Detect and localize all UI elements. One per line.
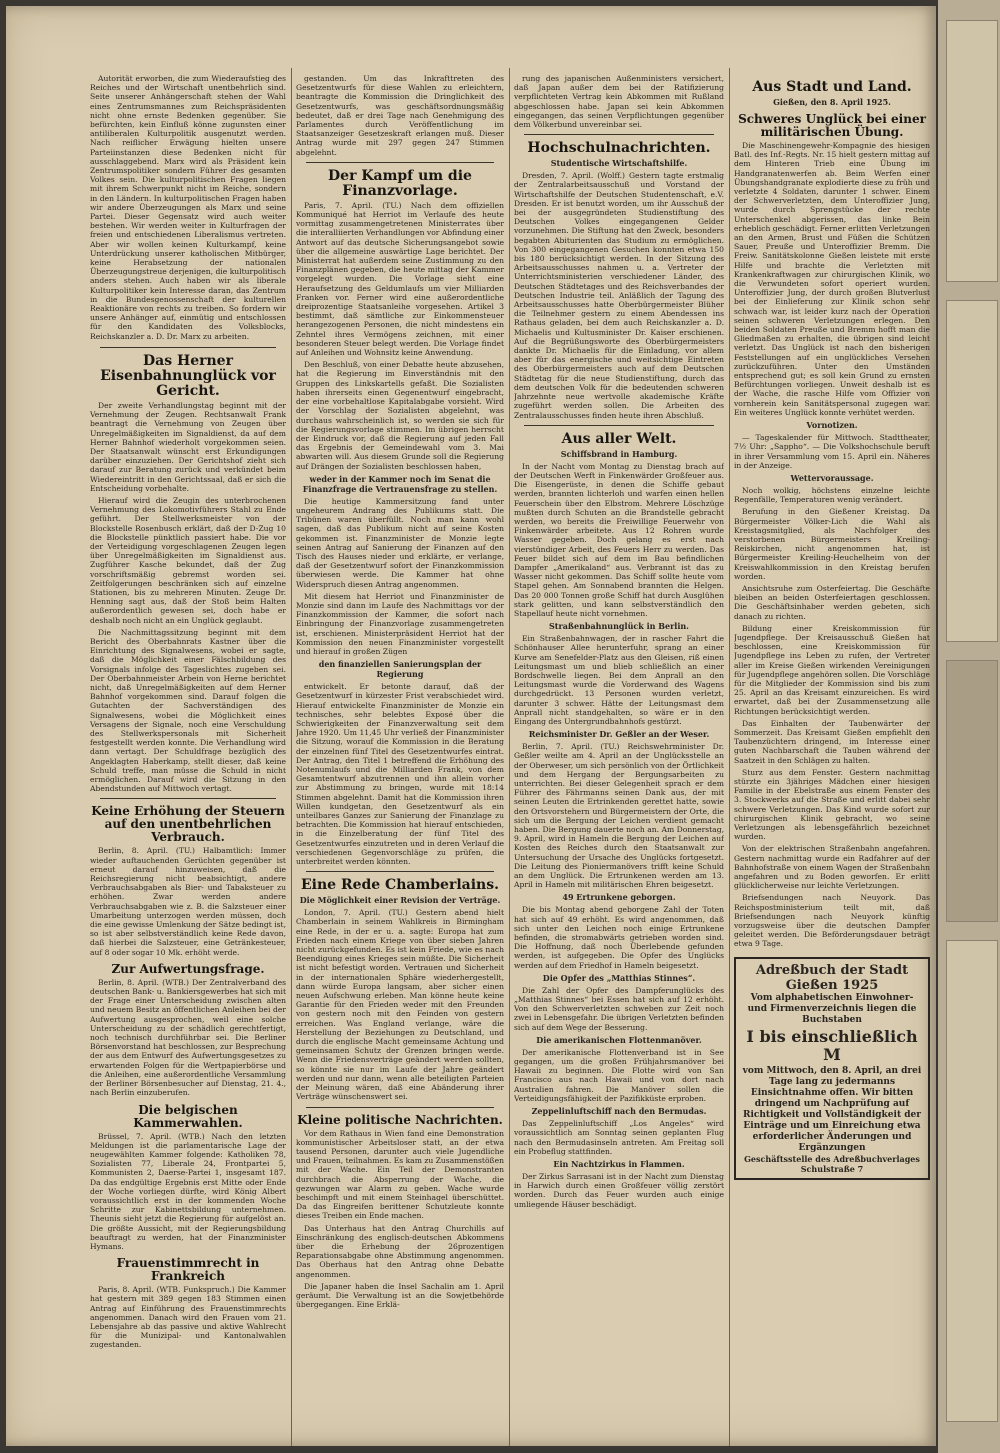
headline-frauenstimmrecht: Frauenstimmrecht in Frankreich <box>116 1256 260 1284</box>
edge-fragment <box>946 660 998 922</box>
subheadline: Die amerikanischen Flottenmanöver. <box>536 1034 702 1045</box>
subheadline: Zeppelinluftschiff nach den Bermudas. <box>531 1106 707 1117</box>
advertisement-adressbuch <box>734 957 930 1180</box>
article-text: Die Japaner haben die Insel Sachalin am 1. April geräumt. Die Verwaltung ist an die Sowjetbehörde übergegangen. Eine Erklä- <box>296 1281 504 1310</box>
article-text: Die Maschinengewehr-Kompagnie des hiesigen Batl. des Inf.-Regts. Nr. 15 hielt gestern mittag auf dem Hinteren Trieb eine Übung im Handgranatenwerfen ab. Beim Werfen einer Übungshandgranate explodierte diese zu früh und verletzte 4 Soldaten, darunter 1 schwer. Einem der Schwerverletzten, dem Unteroffizier Jung, wurde durch Sprengstücke der rechte Unterschenkel abgerissen, das linke Bein erheblich geschädigt. Ferner erlitten Verletzungen an den Armen, Brust und Füßen die Schützen Sauer, Preuße und Unteroffizier Bremm. Die Freiw. Sanitätskolonne Gießen leistete mit erste Hilfe und brachte die Verletzten mit Krankenkraftwagen zur chirurgischen Klinik, wo die Verwundeten sofort operiert wurden. Unteroffizier Jung, der durch großen Blutverlust bei der Einlieferung zur Klinik schon sehr schwach war, ist leider kurz nach der Operation seinen schweren Verletzungen erlegen. Den beiden Soldaten Preuße und Bremm hofft man die Gliedmaßen zu erhalten, die übrigen sind leicht verletzt. Das Unglück ist nach den bisherigen Feststellungen auf ein unglückliches Versehen zurückzuführen. Unter den Umständen entsprechend gut; es soll kein Grund zu ernsten Befürchtungen vorliegen. Unweit deshalb ist es der Wache, die rasche Hilfe vom Offizier von vornherein kein Sanitätspersonal zugegen war. Ein weiteres Unglück konnte verhütet werden. <box>734 141 930 417</box>
headline-herne: Das Herner Eisenbahnunglück vor Gericht. <box>100 352 276 399</box>
divider <box>306 1107 494 1108</box>
headline-aufwertung: Zur Aufwertungsfrage. <box>111 961 265 976</box>
subheadline: Die Möglichkeit einer Revision der Verträge. <box>299 895 501 906</box>
article-text: Dresden, 7. April. (Wolff.) Gestern tagte erstmalig der Zentralarbeitsausschuß und Vorstand der Wirtschaftshilfe der Deutschen Studentenschaft, e.V. Dresden. Er ist benutzt worden, um ihr Ausschuß der bei der ausgegründeten Studienstiftung des Deutschen Volkes eingegangenen Gelder vorzunehmen. Die Stiftung hat den Zweck, besonders begabten Abiturienten das Studium zu ermöglichen. Von 300 eingegangenen Gesuchen konnten etwa 150 bis 180 berücksichtigt werden. In der Sitzung des Arbeitsausschusses nahmen u. a. Vertreter der Unterrichtsministerien verschiedener Länder, des Deutschen Städtetages und des Reichsverbandes der Deutschen Industrie teil. Anläßlich der Tagung des Arbeitsausschusses hatte Oberbürgermeister Blüher die Teilnehmer gestern zu einem Abendessen ins Rathaus geladen, bei dem auch Reichskanzler a. D. Michaelis und Kultusminister Dr. Kaiser erschienen. Auf die Begrüßungsworte des Oberbürgermeisters dankte Dr. Michaelis für die Einladung, vor allem aber für das energische und weitsichtige Eintreten des Oberbürgermeisters auch auf dem Deutschen Städtetag für die neue Studienstiftung, durch das dem deutschen Volk für die bedeutenden schweren Jahrzehnte neue wertvolle akademische Kräfte zugeführt werden sollen. Die Arbeiten des Zentralausschusses finden heute ihren Abschluß. <box>514 171 724 420</box>
headline-aus-aller-welt: Aus aller Welt. <box>561 430 677 447</box>
column-rule <box>509 68 510 1446</box>
article-text: Der zweite Verhandlungstag beginnt mit der Vernehmung der Zeugen. Rechtsanwalt Frank beantragt die Vernehmung von Zeugen über Unregelmäßigkeiten im Signaldienst, da auf dem Herner Bahnhof wiederholt vorgekommen seien. Der Staatsanwalt wünscht erst Erkundigungen darüber einzuziehen. Der Gerichtshof zieht sich darauf zur Beratung zurück und verkündet beim Wiedereintritt in den Gerichtssaal, daß er sich die Entscheidung vorbehalte. <box>90 400 286 493</box>
subheadline: weder in der Kammer noch im Senat die Finanzfrage die Vertrauensfrage zu stellen. <box>302 473 498 494</box>
article-text: Das Zeppelinluftschiff „Los Angeles“ wird voraussichtlich am Sonntag seinen geplanten Flug nach den Bermudasinseln antreten. Am Freitag soll ein Probeflug stattfinden. <box>514 1119 724 1156</box>
article-text: Berlin, 8. April. (WTB.) Der Zentralverband des deutschen Bank- u. Bankiersgewerbes hat sich mit der Frage einer Unterscheidung zwischen alten und neuem Besitz an öffentlichen Anleihen bei der Aufwertung ausgesprochen, weil eine solche Unterscheidung zu der schädlich gerechtfertigt, noch technisch durchführbar sei. Die Berliner Börsenvorstand hat beschlossen, zur Besprechung der aus dem Entwurf des Aufwertungsgesetzes zu erwartenden Folgen für die Wertpapierbörse und die Anleihen, eine außerordentliche Versammlung der Berliner Börsenbesucher auf Dienstag, 21. 4., nach Berlin einzuberufen. <box>90 977 286 1098</box>
subheadline: den finanziellen Sanierungsplan der Regierung <box>318 659 482 680</box>
divider <box>524 134 714 135</box>
column-2 <box>296 74 504 1446</box>
edge-fragment <box>946 20 998 282</box>
article-text: In der Nacht vom Montag zu Dienstag brach auf der Deutschen Werft in Finkenwärder Großfeuer aus. Die Eisengerüste, in denen die Schiffe gebaut werden, brannten lichterloh und warfen einen hellen Feuerschein über den Elbstrom. Mehrere Löschzüge mußten durch Schuten an die Brandstelle gebracht werden, wo bereits die Freiwillige Feuerwehr von Finkenwärder arbeitete. Aus 12 Rohren wurde Wasser gegeben. Doch gelang es erst nach vierstündiger Arbeit, des Feuers Herr zu werden. Das Feuer bildet sich auf dem im Bau befindlichen Dampfer „Amerikaland“ aus. Verbrannt ist das zu Wasser nicht gekommen. Das Schiff sollte heute vom Stapel gehen. Am Sonnabend brannten die Helgen. Das 20 000 Tonnen große Schiff hat durch Ausglühen stark gelitten, und kann selbstverständlich den Stapellauf heute nicht vornehmen. <box>514 461 724 618</box>
article-text: Die heutige Kammersitzung fand unter ungeheurem Andrang des Publikums statt. Die Tribünen waren überfüllt. Noch man kann wohl sagen, daß das Publikum nicht auf seine Kosten gekommen ist. Finanzminister de Monzie legte seinen Antrag auf Sanierung der Finanzen auf den Tisch des Hauses nieder und erklärte, er verlange, daß der Gesetzentwurf sofort der Finanzkommission überwiesen werde. Die Kammer hat ohne Widerspruch diesen Antrag angenommen. <box>296 496 504 589</box>
subheadline: Die Opfer des „Matthias Stinnes“. <box>542 972 696 983</box>
adjacent-page-edge <box>938 0 1000 1453</box>
headline-belgien: Die belgischen Kammerwahlen. <box>133 1102 243 1130</box>
divider <box>524 425 714 426</box>
subheadline: Schiffsbrand in Hamburg. <box>560 448 678 459</box>
subheadline: Reichsminister Dr. Geßler an der Weser. <box>528 729 710 740</box>
subheadline: 49 Ertrunkene geborgen. <box>562 892 676 903</box>
edge-fragment <box>946 300 998 642</box>
article-text: Die bis Montag abend geborgene Zahl der Toten hat sich auf 49 erhöht. Es wird angenommen, daß sich unter den Leichen noch einige Ertrunkene befinden, die stromabwärts getrieben worden sind. Die Hoffnung, daß noch Überlebende gefunden werden, ist aufgegeben. Die Opfer des Unglücks werden auf dem Friedhof in Hameln beigesetzt. <box>514 905 724 970</box>
article-text: Berufung in den Gießener Kreistag. Da Bürgermeister Völker-Lich die Wahl als Kreistagsmitglied, als Nachfolger des verstorbenen Bürgermeisters Kreiling-Reiskirchen, nicht angenommen hat, ist Bürgermeister Kreiling-Heuchelheim von der Kreiswahlkommission in den Kreistag berufen worden. <box>734 507 930 581</box>
article-text: Bildung einer Kreiskommission für Jugendpflege. Der Kreisausschuß Gießen hat beschlossen, eine Kreiskommission für Jugendpflege ins Leben zu rufen, der Vertreter aller im Kreise Gießen wirkenden Vereinigungen für Jugendpflege angehören sollen. Die Vorschläge für die Mitglieder der Kommission sind bis zum 25. April an das Kreisamt einzureichen. Es wird erwartet, daß bei der Zusammensetzung alle Richtungen berücksichtigt werden. <box>734 623 930 716</box>
article-text: rung des japanischen Außenministers versichert, daß Japan außer dem bei der Ratifizierung verpflichteten Vertrag kein Abkommen mit Rußland abgeschlossen habe. Japan sei kein Abkommen eingegangen, das seinen Verpflichtungen gegenüber dem Völkerbund unvereinbar sei. <box>514 74 724 130</box>
headline-finanzvorlage: Der Kampf um die Finanzvorlage. <box>328 167 472 199</box>
ad-highlight: I bis einschließlich M <box>746 1026 918 1064</box>
headline-unglueck: Schweres Unglück bei einer militärischen Übung. <box>738 112 926 139</box>
article-text: entwickelt. Er betonte darauf, daß der Gesetzentwurf in kürzester Frist verabschiedet wird. Hierauf entwickelte Finanzminister de Monzie ein technisches, sehr belebtes Exposé über die Schwierigkeiten der Finanzverwaltung seit dem Jahre 1920. Um 11,45 Uhr verließ der Finanzminister die Sitzung, worauf die Kommission in die Beratung der einzelnen fünf Titel des Gesetzentwurfes eintrat. Der Antrag, den Titel 1 betreffend die Erhöhung des Notenumlaufs und die Milliarden Frank, von dem Gesamtentwurf abzutrennen und ihn allein vorher zur Abstimmung zu bringen, wurde mit 18:14 Stimmen abgelehnt. Damit hat die Kommission ihren Willen kundgetan, den Gesetzentwurf als ein unteilbares Ganzes zur Sanierung der Finanzlage zu betrachten. Die Kommission hat hierauf entschieden, in die Einzelberatung der fünf Titel des Gesetzentwurfes einzutreten und in deren Verlauf die verschiedenen Gegenvorschläge zu prüfen, die unterbreitet werden könnten. <box>296 682 504 867</box>
article-text: Die Zahl der Opfer des Dampferunglücks des „Matthias Stinnes“ bei Essen hat sich auf 12 erhöht. Von den Schwerverletzten schweben zur Zeit noch zwei in Lebensgefahr. Die übrigen Verletzten befinden sich auf dem Wege der Besserung. <box>514 985 724 1032</box>
headline-steuern: Keine Erhöhung der Steuern auf den unentbehrlichen Verbrauch. <box>91 804 285 845</box>
column-4 <box>734 74 930 1446</box>
article-text: Paris, 7. April. (TU.) Nach dem offiziellen Kommuniqué hat Herriot im Verlaufe des heute vormittag zusammengetretenen Ministerrates über die interalliierten Verhandlungen vor Abfindung einer Antwort auf das deutsche Sicherungsangebot sowie über die allgemeine auswärtige Lage berichtet. Der Ministerrat hat außerdem seine Zustimmung zu den Finanzplänen gegeben, die heute mittag der Kammer vorgelegt wurden. Die Vorlage sieht eine Heraufsetzung des Geldumlaufs um vier Milliarden Franken vor. Ferner wird eine außerordentliche dreiprozentige Staatsanleihe vorgesehen. Artikel 3 bestimmt, daß sämtliche zur Einkommensteuer herangezogenen Personen, die nicht mindestens ein Zehntel ihres Vermögens zeichnen, mit einer besonderen Steuer belegt werden. Die Vorlage findet auf Anleihen und Wohnsitz keine Anwendung. <box>296 200 504 358</box>
article-text: Briefsendungen nach Neuyork. Das Reichspostministerium teilt mit, daß Briefsendungen nach Neuyork künftig vorzugsweise über die deutschen Dampfer geleitet werden. Die Beförderungsdauer beträgt etwa 9 Tage. <box>734 893 930 949</box>
subheadline: Ein Nachtzirkus in Flammen. <box>553 1158 685 1169</box>
article-text: London, 7. April. (TU.) Gestern abend hielt Chamberlain in seinem Wahlkreis in Birmingham eine Rede, in der er u. a. sagte: Europa hat zum Frieden nach einem Kriege von über sieben Jahren nicht zurückgefunden. Es ist kein Friede, wie es nach Beendigung eines Krieges sein müßte. Die Sicherheit ist nicht befestigt worden. Vertrauen und Sicherheit in der internationalen Sphäre wiederhergestellt, dann würde Europa langsam, aber sicher einen neuen Aufschwung erleben. Man könne heute keine Garantie für den Frieden weder mit den Freunden von gestern noch mit den Feinden von gestern erreichen. Was England verlange, wäre die Herstellung der Beziehungen zu Deutschland, und durch die englische Macht gemeinsame Achtung und gemeinsamen Schutz der Grenzen bringen werde. Wenn die Friedensverträge geändert werden sollten, so könnte sie nur im Laufe der Jahre geändert werden und nur dann, wenn alle beteiligten Parteien der Meinung wären, daß eine Abänderung ihrer Verträge wünschenswert sei. <box>296 908 504 1102</box>
ad-text: Vom alphabetischen Einwohner- und Firmenverzeichnis liegen die Buchstaben <box>747 992 917 1025</box>
ad-footer: Geschäftsstelle des Adreßbuchverlages Schulstraße 7 <box>744 1153 920 1174</box>
article-text: Paris, 8. April. (WTB. Funkspruch.) Die Kammer hat gestern mit 389 gegen 183 Stimmen einen Antrag auf Einführung des Frauenstimmrechts angenommen. Danach wird den Frauen vom 21. Lebensjahre ab das passive und aktive Wahlrecht für die Munizipal- und Kantonalwahlen zugestanden. <box>90 1285 286 1350</box>
dateline: Gießen, den 8. April 1925. <box>773 97 891 107</box>
column-3 <box>514 74 724 1446</box>
subheadline: Wettervoraussage. <box>790 472 874 483</box>
headline-kleine-nachrichten: Kleine politische Nachrichten. <box>297 1112 503 1127</box>
article-text: Das Unterhaus hat den Antrag Churchills auf Einschränkung des englisch-deutschen Abkommens über die Erhebung der 26prozentigen Reparationsabgabe ohne Abstimmung angenommen. Das Oberhaus hat den Antrag ohne Debatte angenommen. <box>296 1223 504 1279</box>
divider <box>100 798 276 799</box>
divider <box>100 347 276 348</box>
divider <box>306 162 494 163</box>
edge-fragment <box>946 940 998 1422</box>
article-text: Den Beschluß, von einer Debatte heute abzusehen, hat die Regierung im Einverständnis mit den Gruppen des Linkskartells gefaßt. Die Sozialisten haben ihrerseits einen Gegenentwurf eingebracht, der eine vorbehaltlose Kapitalabgabe vorsieht. Wird der Vorschlag der Sozialisten abgelehnt, was durchaus wahrscheinlich ist, so werden sie sich für die Regierungsvorlage stimmen. Im übrigen herrscht der Eindruck vor, daß die Regierung auf jeden Fall das Ergebnis der Gemeindewahl vom 3. Mai abwarten will. Aus diesem Grunde soll die Regierung auf Drängen der Sozialisten beschlossen haben, <box>296 360 504 471</box>
article-text: Brüssel, 7. April. (WTB.) Nach den letzten Meldungen ist die parlamentarische Lage der neugewählten Kammer folgende: Katholiken 78, Sozialisten 77, Liberale 24, Frontpartei 5, Kommunisten 2, Daerse-Partei 1, insgesamt 187. Da das endgültige Ergebnis erst Mitte oder Ende der Woche vorliegen dürfte, wird König Albert voraussichtlich erst in der kommenden Woche Schritte zur Kabinettsbildung unternehmen. Theunis sieht jetzt die Regierung für aufgelöst an. Die größte Aussicht, mit der Regierungsbildung beauftragt zu werden, hat der Finanzminister Hymans. <box>90 1131 286 1251</box>
article-text: — Tageskalender für Mittwoch. Stadttheater, 7½ Uhr: „Sappho“. — Die Volkshochschule beruft in ihrer Versammlung vom 15. April ein. Näheres in der Anzeige. <box>734 433 930 470</box>
article-text: Ein Straßenbahnwagen, der in rascher Fahrt die Schönhauser Allee herunterfuhr, sprang an einer Kurve am Senefelder-Platz aus den Gleisen, riß einen Leitungsmast um und blieb schließlich an einer Bordschwelle liegen. Bei dem Anprall an den Leitungsmast wurde die Vorderwand des Wagens durchgedrückt. 13 Personen wurden verletzt, darunter 3 schwer. Hätte der Leitungsmast dem Anprall nicht standgehalten, so wäre er in den Eingang des Untergrundbahnhofs gestürzt. <box>514 634 724 726</box>
column-rule <box>291 68 292 1446</box>
subheadline: Studentische Wirtschaftshilfe. <box>550 158 688 169</box>
article-text: Ansichtsruhe zum Osterfeiertag. Die Geschäfte bleiben an beiden Osterfeiertagen geschlossen. Die Geschäftsinhaber werden gebeten, sich danach zu richten. <box>734 583 930 621</box>
article-text: Der Zirkus Sarrasani ist in der Nacht zum Dienstag in Harwich durch einen Großfeuer völlig zerstört worden. Durch das Feuer wurden auch einige umliegende Häuser beschädigt. <box>514 1171 724 1209</box>
headline-chamberlain: Eine Rede Chamberlains. <box>301 877 499 894</box>
ad-title: Adreßbuch der Stadt Gießen 1925 <box>755 962 909 993</box>
article-text: Berlin, 8. April. (TU.) Halbamtlich: Immer wieder auftauchenden Gerüchten gegenüber ist erneut darauf hinzuweisen, daß die Reichsregierung nicht beabsichtigt, andere Verbrauchsabgaben als Bier- und Tabaksteuer zu erhöhen. Zwar werden andere Verbrauchsabgaben wie z. B. die Salzsteuer einer Umarbeitung unterzogen werden müssen, doch die eine gewisse Umlenkung der Sätze bedingt ist, so ist aber selbstverständlich keine Rede davon, daß hierbei die Salzsteuer, eine Getränkesteuer, auf 8 oder sogar 10 Mk. erhöht werde. <box>90 846 286 957</box>
article-text: Sturz aus dem Fenster. Gestern nachmittag stürzte ein 3jähriges Mädchen einer hiesigen Familie in der Ebelstraße aus einem Fenster des 3. Stockwerks auf die Straße und erlitt dabei sehr schwere Verletzungen. Das Kind wurde sofort zur chirurgischen Klinik gebracht, wo seine Verletzungen als lebensgefährlich bezeichnet wurden. <box>734 767 930 842</box>
subheadline: Straßenbahnunglück in Berlin. <box>549 621 689 632</box>
article-text: Die Nachmittagssitzung beginnt mit dem Bericht des Oberbahnrats Kastner über die Einrichtung des Signalwesens, wobei er sagte, daß die Möglichkeit einer Fälschbildung des Vorsignals infolge des Tageslichtes zugeben sei. Der Oberbahnmeister Arbein von Herne berichtet nicht, daß Unregelmäßigkeiten auf dem Herner Bahnhof vorgekommen sind. Darauf folgen die Gutachten der Sachverständigen des Signalwesens, wobei die Möglichkeit eines Versagens der Signale, noch eine Verschuldung des Stellwerkspersonals mit Sicherheit festgestellt werden konnte. Die Verhandlung wird dann vertagt. Der Schuldfrage bezüglich des Angeklagten Haberkamp, stellt dieser, daß keine Schuld treffe, man müsse die Schuld in nicht ermöglichen. Darauf wird die Sitzung in den Abendstunden auf Mittwoch vertagt. <box>90 627 286 794</box>
headline-hochschule: Hochschulnachrichten. <box>527 140 711 157</box>
ad-text: vom Mittwoch, den 8. April, an drei Tage lang zu jedermanns Einsichtnahme offen. Wir bitten dringend um Nachprüfung auf Richtigkeit und Vollständigkeit der Einträge und um Einreichung etwa erforderlicher Änderungen und Ergänzungen <box>742 1065 922 1153</box>
article-text: Vor dem Rathaus in Wien fand eine Demonstration kommunistischer Arbeitsloser statt, an der etwa tausend Personen, darunter auch viele Jugendliche und Frauen, teilnahmen. Es kam zu Zusammenstößen mit der Wache. Ein Teil der Demonstranten durchbrach die Absperrung der Wache, die gezwungen war Alarm zu geben. Wache wurde beschimpft und mit einem Steinhagel überschüttet. Da das Eingreifen berittener Schutzleute konnte dieses Treiben ein Ende machen. <box>296 1128 504 1221</box>
article-continuation <box>90 74 286 341</box>
headline-stadt-und-land: Aus Stadt und Land. <box>752 79 912 95</box>
newspaper-page <box>6 6 936 1446</box>
subheadline: Vornotizen. <box>806 420 858 431</box>
article-text: Autorität erworben, die zum Wiederaufstieg des Reiches und der Wirtschaft unentbehrlich sind. Seite unserer Anhängerschaft stehen der Wahl eines Zentrumsmannes zum Reichspräsidenten nicht ohne ernste Bedenken gegenüber. Sie befürchten, kein Einfluß könne zugunsten einer antiliberalen Kulturpolitik ausgenutzt werden. Nach reiflicher Erwägung hielten unsere Parteiinstanzen diese Bedenken nicht für ausschlaggebend. Marx wird als Präsident kein Zentrumspolitiker sondern Führer des gesamten Volkes sein. Die kulturpolitischen Fragen liegen mit ihrem Schwerpunkt nicht im Reiche, sondern in den Ländern. In kulturpolitischen Fragen haben wir andere Überzeugungen als Marx und seine Partei. Dieser Gegensatz wird auch weiter bestehen. Wir werden weiter in Kulturfragen der freien und entschiedenen Liberalismus vertreten. Aber wir wollen keinen Kulturkampf, keine Unterdrückung unserer katholischen Mitbürger, keine Herabsetzung der nationalen Überzeugungstreue derjenigen, die kulturpolitisch anders stehen. Auch haben wir als liberale Kulturpolitiker kein Interesse daran, das Zentrum in die Bundesgenossenschaft der kulturellen Reaktionäre von rechts zu treiben. So fordern wir unsere Anhänger auf, einmütig und entschlossen für den Kandidaten des Volksblocks, Reichskanzler a. D. Dr. Marx zu arbeiten. <box>90 74 286 341</box>
column-rule <box>729 68 730 1446</box>
article-text: Von der elektrischen Straßenbahn angefahren. Gestern nachmittag wurde ein Radfahrer auf der Bahnhofstraße von einem Wagen der Straßenbahn angefahren und zu Boden geworfen. Er erlitt glücklicherweise nur leichte Verletzungen. <box>734 844 930 891</box>
article-text: gestanden. Um das Inkrafttreten des Gesetzentwurfs für diese Wahlen zu erleichtern, beantragte die Kommission die Dringlichkeit des Gesetzentwurfs, was geschäftsordnungsmäßig bedeutet, daß er drei Tage nach Genehmigung des Parlamentes durch Veröffentlichung im Staatsanzeiger Gesetzeskraft erlangen muß. Dieser Antrag wurde mit 297 gegen 247 Stimmen abgelehnt. <box>296 74 504 157</box>
article-text: Mit diesem hat Herriot und Finanzminister de Monzie sind dann im Laufe des Nachmittags vor der Finanzkommission der Kammer, die sofort nach Einbringung der Finanzvorlage zusammengetreten ist, erschienen. Ministerpräsident Herriot hat der Kommission den neuen Finanzminister vorgestellt und hierauf in großen Zügen <box>296 591 504 656</box>
article-text: Noch wolkig, höchstens einzelne leichte Regenfälle, Temperaturen wenig verändert. <box>734 485 930 505</box>
divider <box>306 871 494 872</box>
column-1 <box>90 74 286 1446</box>
article-text: Berlin, 7. April. (TU.) Reichswehrminister Dr. Geßler weilte am 4. April an der Unglücksstelle an der Oberweser, um sich persönlich von der Örtlichkeit und dem Hergang der Bergungsarbeiten zu unterrichten. Bei dieser Gelegenheit sprach er dem Führer des Fährmanns seinen Dank aus, der mit seinen Leuten die Ertrinkenden gerettet hatte, sowie den Ortsvorstehern und Bürgermeistern der Orte, die sich um die Bergung der Leichen verdient gemacht haben. Die Bergung dauerte noch an. Am Donnerstag, 9. April, wird in Hameln die Bergung der Leichen auf Kosten des Reiches durch den Staatsanwalt zur Untersuchung der Ursache des Unglücks fortgesetzt. Die Leitung des Pioniermanövers trifft keine Schuld an dem Unglück. Die Ertrunkenen werden am 13. April in Hameln mit militärischen Ehren beigesetzt. <box>514 742 724 890</box>
article-text: Das Einhalten der Taubenwärter der Sommerzeit. Das Kreisamt Gießen empfiehlt den Taubenzüchtern dringend, im Interesse einer guten Nachbarschaft die Tauben während der Saatzeit in den Schlägen zu halten. <box>734 718 930 765</box>
article-text: Der amerikanische Flottenverband ist in See gegangen, um die großen Frühjahrsmanöver bei Hawaii zu beginnen. Die Flotte wird von San Francisco aus nach Hawaii und von dort nach Australien fahren. Die Manöver sollen die Verteidigungsfähigkeit der Pazifikküste erproben. <box>514 1047 724 1103</box>
article-text: Hierauf wird die Zeugin des unterbrochenen Vernehmung des Lokomotivführers Stahl zu Ende geführt. Der Stellwerksmeister von der Blockstelle Rosenbusch erklärt, daß der D-Zug 10 die Blockstelle pünktlich passiert habe. Die vor der Verteidigung vorgeschlagenen Zeugen legen über Unregelmäßigkeiten im Signaldienst aus. Zugführer Kasche bekundet, daß der Zug vorschriftsmäßig gebremst worden sei. Zeitfolgerungen beschränken sich auf einzelne Stationen, bis zu mehreren Minuten. Zeuge Dr. Henning sagt aus, daß der Stoß beim Halten außerordentlich gewesen sei, doch habe er deshalb noch nicht an ein Unglück geglaubt. <box>90 495 286 625</box>
